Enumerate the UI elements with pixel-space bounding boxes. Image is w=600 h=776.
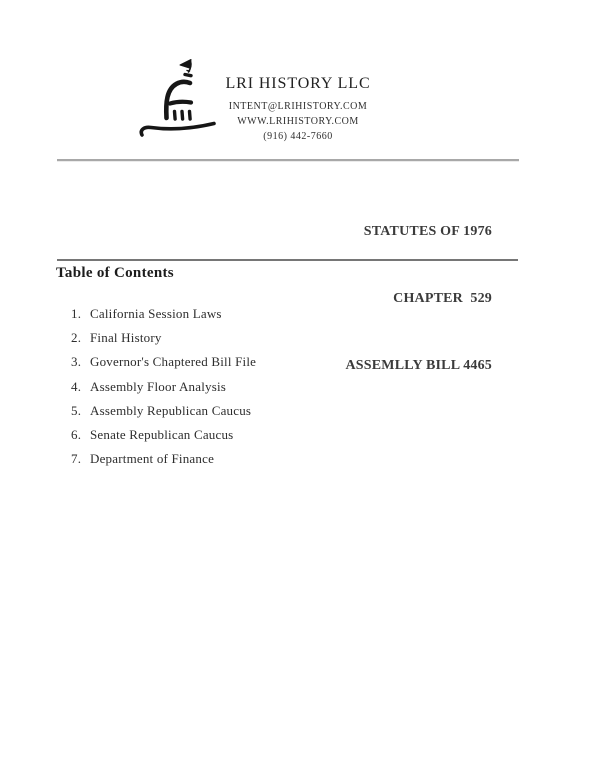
email-text: INTENT@LRIHISTORY.COM	[228, 101, 368, 112]
toc-item-number: 3.	[71, 354, 82, 370]
toc-item-number: 4.	[71, 378, 82, 394]
toc-item	[71, 447, 256, 471]
bill-reference	[345, 176, 492, 422]
horizontal-rule-top	[57, 159, 519, 161]
toc-list	[71, 302, 256, 471]
toc-item	[71, 375, 256, 399]
toc-title: Table of Contents	[56, 265, 174, 281]
statutes-line: STATUTES OF 1976	[363, 223, 492, 239]
bill-line: ASSEMLLY BILL 4465	[345, 358, 492, 374]
toc-item-label: Senate Republican Caucus	[90, 427, 234, 443]
toc-item	[71, 350, 256, 374]
toc-item-number: 7.	[71, 451, 82, 467]
toc-item-label: California Session Laws	[90, 306, 222, 321]
company-name: LRI HISTORY LLC	[225, 75, 371, 92]
toc-item-label: Governor's Chaptered Bill File	[90, 354, 257, 370]
toc-item-number: 2.	[71, 330, 82, 346]
letterhead	[0, 76, 596, 144]
phone-text: (916) 442-7660	[263, 131, 333, 142]
toc-item	[71, 326, 256, 350]
toc-item-label: Department of Finance	[90, 451, 215, 467]
toc-item	[71, 302, 256, 326]
toc-item-number: 1.	[71, 306, 82, 321]
website-text: WWW.LRIHISTORY.COM	[237, 116, 359, 127]
horizontal-rule-bottom	[57, 259, 518, 261]
contact-block	[0, 99, 596, 144]
toc-item	[71, 399, 256, 423]
toc-item-label: Assembly Floor Analysis	[90, 378, 227, 394]
toc-item	[71, 423, 256, 447]
toc-item-label: Assembly Republican Caucus	[90, 402, 252, 418]
toc-item-number: 6.	[71, 427, 82, 443]
toc-item-label: Final History	[90, 330, 162, 346]
chapter-line: CHAPTER 529	[393, 291, 492, 307]
toc-item-number: 5.	[71, 402, 82, 418]
